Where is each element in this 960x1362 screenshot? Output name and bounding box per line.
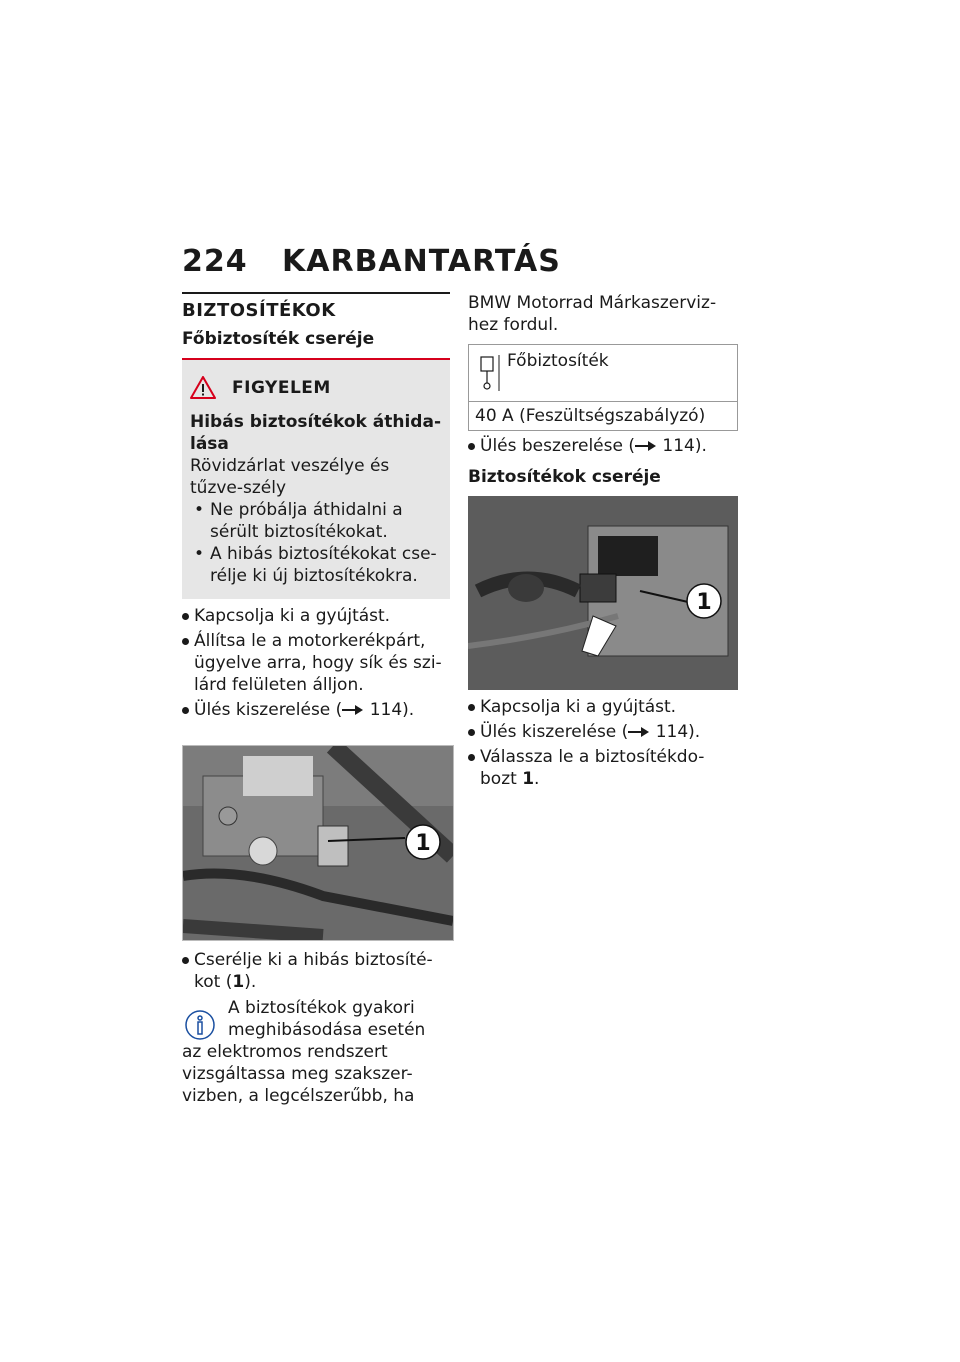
chapter-title: KARBANTARTÁS <box>282 244 561 279</box>
warning-item: • A hibás biztosítékokat cse-rélje ki új biztosítékokra. <box>190 543 442 587</box>
photo-callout-1: 1 <box>415 831 431 856</box>
spec-label: Főbiztosíték <box>507 351 609 371</box>
step-end: . <box>534 769 540 789</box>
step-item: Állítsa le a motorkerékpárt, ügyelve arra, hogy sík és szi-lárd felületen álljon. <box>182 630 450 696</box>
arrow-ref-icon <box>628 726 650 738</box>
page-ref: 114). <box>655 722 701 742</box>
info-icon <box>184 1009 216 1041</box>
warning-label: FIGYELEM <box>232 377 331 398</box>
step-text: Ülés kiszerelése ( <box>480 722 629 742</box>
continuation-text: BMW Motorrad Márkaszerviz-hez fordul. <box>468 293 717 335</box>
section-rule <box>182 292 450 294</box>
section-title: BIZTOSÍTÉKOK <box>182 300 336 321</box>
step-item <box>468 721 736 743</box>
subsection-title: Főbiztosíték cseréje <box>182 329 375 349</box>
note-first: A biztosítékok gyakori meghibásodása esetén <box>228 998 426 1040</box>
left-column <box>182 292 450 1107</box>
fuse-box-photo <box>468 496 738 690</box>
fuse-icon <box>477 353 503 393</box>
step-item <box>182 949 450 993</box>
page-ref: 114). <box>662 436 707 456</box>
fuse-photo <box>182 745 454 941</box>
spec-value: 40 A (Feszültségszabályzó) <box>475 406 706 426</box>
page-ref: 114). <box>369 700 415 720</box>
warning-triangle-icon <box>190 376 216 399</box>
callout-ref: 1 <box>232 972 245 992</box>
photo-callout-1: 1 <box>696 590 712 615</box>
info-note <box>182 997 450 1107</box>
step-text: Cserélje ki a hibás biztosíté-kot ( <box>194 950 433 992</box>
step-text: Ülés kiszerelése ( <box>194 700 343 720</box>
step-text: Válassza le a biztosítékdo-bozt <box>480 747 705 789</box>
step-text: Ülés beszerelése ( <box>480 436 635 456</box>
subsection-title: Biztosítékok cseréje <box>468 467 661 487</box>
warning-item: • Ne próbálja áthidalni a sérült biztosítékokat. <box>190 499 442 543</box>
step-end: ). <box>244 972 257 992</box>
warning-title: Hibás biztosítékok áthida-lása <box>190 412 442 454</box>
warning-text: Rövidzárlat veszélye és tűzve-szély <box>190 456 390 498</box>
arrow-ref-icon <box>342 704 364 716</box>
note-rest: az elektromos rendszert vizsgáltassa meg szakszer-vizben, a legcélszerűbb, ha <box>182 1042 415 1106</box>
warning-box <box>182 360 450 599</box>
spec-table <box>468 344 738 431</box>
page-number: 224 <box>182 244 248 279</box>
step-item: Kapcsolja ki a gyújtást. <box>182 605 450 627</box>
step-item <box>468 746 736 790</box>
step-item <box>468 435 736 457</box>
callout-ref: 1 <box>522 769 535 789</box>
step-item <box>182 699 450 721</box>
step-item: Kapcsolja ki a gyújtást. <box>468 696 736 718</box>
arrow-ref-icon <box>635 440 657 452</box>
right-column <box>468 292 736 793</box>
